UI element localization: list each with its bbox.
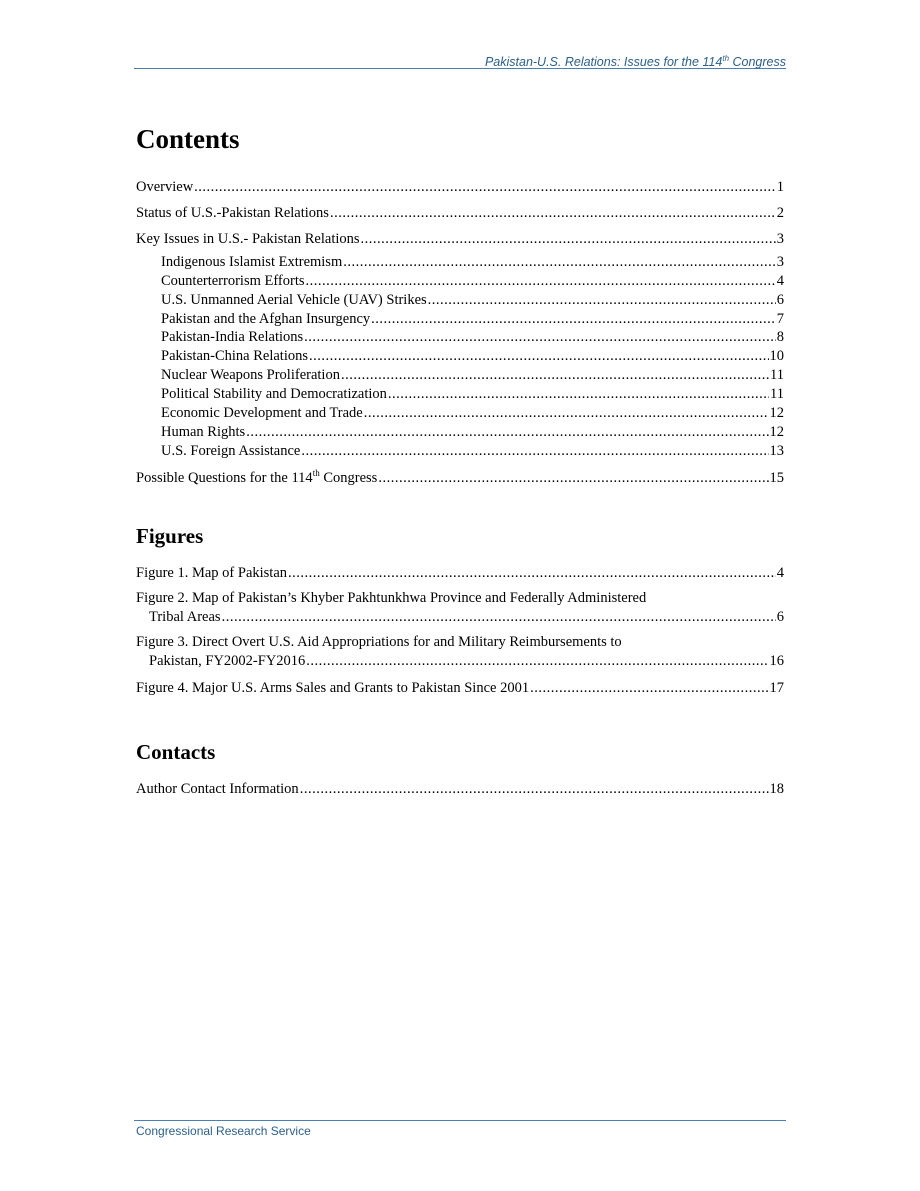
leader-dots [343,253,776,271]
leader-dots [301,442,768,460]
leader-dots [364,404,769,422]
figure-entry[interactable]: Figure 4. Major U.S. Arms Sales and Grants to Pakistan Since 2001 ..... 17 [136,679,784,697]
toc-subentry[interactable]: Indigenous Islamist Extremism ..... 3 [161,253,784,271]
leader-dots [222,608,776,627]
figures-heading: Figures [136,524,204,548]
leader-dots [530,679,768,697]
contacts-heading: Contacts [136,740,216,764]
leader-dots [361,230,776,248]
leader-dots [309,347,769,365]
toc-entry[interactable]: Status of U.S.-Pakistan Relations ..... 2 [136,204,784,222]
toc-subentry[interactable]: U.S. Foreign Assistance ..... 13 [161,442,784,460]
toc-entry[interactable]: Overview ..... 1 [136,178,784,196]
leader-dots [194,178,776,196]
leader-dots [341,366,769,384]
toc-subentry[interactable]: Pakistan-India Relations ..... 8 [161,328,784,346]
leader-dots [378,469,768,487]
footer-text: Congressional Research Service [136,1124,311,1138]
leader-dots [388,385,769,403]
toc-subentry[interactable]: Nuclear Weapons Proliferation ..... 11 [161,366,784,384]
figure-entry[interactable]: Figure 1. Map of Pakistan ..... 4 [136,564,784,582]
toc-entry[interactable]: Key Issues in U.S.- Pakistan Relations ..... 3 [136,230,784,248]
leader-dots [371,310,776,328]
leader-dots [428,291,776,309]
toc-subentry[interactable]: Pakistan-China Relations ..... 10 [161,347,784,365]
leader-dots [306,652,768,671]
leader-dots [304,328,776,346]
toc-subentry[interactable]: Counterterrorism Efforts ..... 4 [161,272,784,290]
running-footer [134,1120,786,1138]
header-title: Pakistan-U.S. Relations: Issues for the 114th Congress [484,54,786,70]
toc-subentry[interactable]: Economic Development and Trade ..... 12 [161,404,784,422]
leader-dots [246,423,768,441]
leader-dots [306,272,776,290]
figure-entry[interactable]: Figure 3. Direct Overt U.S. Aid Appropriations for and Military Reimbursements to Pakistan, FY2002-FY2016 ..... 16 [136,633,784,671]
toc-subentry[interactable]: Pakistan and the Afghan Insurgency ..... 7 [161,310,784,328]
running-header [134,54,786,69]
toc-subentry[interactable]: U.S. Unmanned Aerial Vehicle (UAV) Strikes ..... 6 [161,291,784,309]
contents-heading: Contents [136,124,240,154]
contact-entry[interactable]: Author Contact Information ..... 18 [136,780,784,798]
toc-subentry[interactable]: Human Rights ..... 12 [161,423,784,441]
leader-dots [300,780,769,798]
toc-entry[interactable]: Possible Questions for the 114th Congress ..... 15 [136,464,784,487]
leader-dots [330,204,776,222]
leader-dots [288,564,776,582]
toc-subentry[interactable]: Political Stability and Democratization ..... 11 [161,385,784,403]
figure-entry[interactable]: Figure 2. Map of Pakistan’s Khyber Pakhtunkhwa Province and Federally Administered Tribal Areas ..... 6 [136,589,784,627]
